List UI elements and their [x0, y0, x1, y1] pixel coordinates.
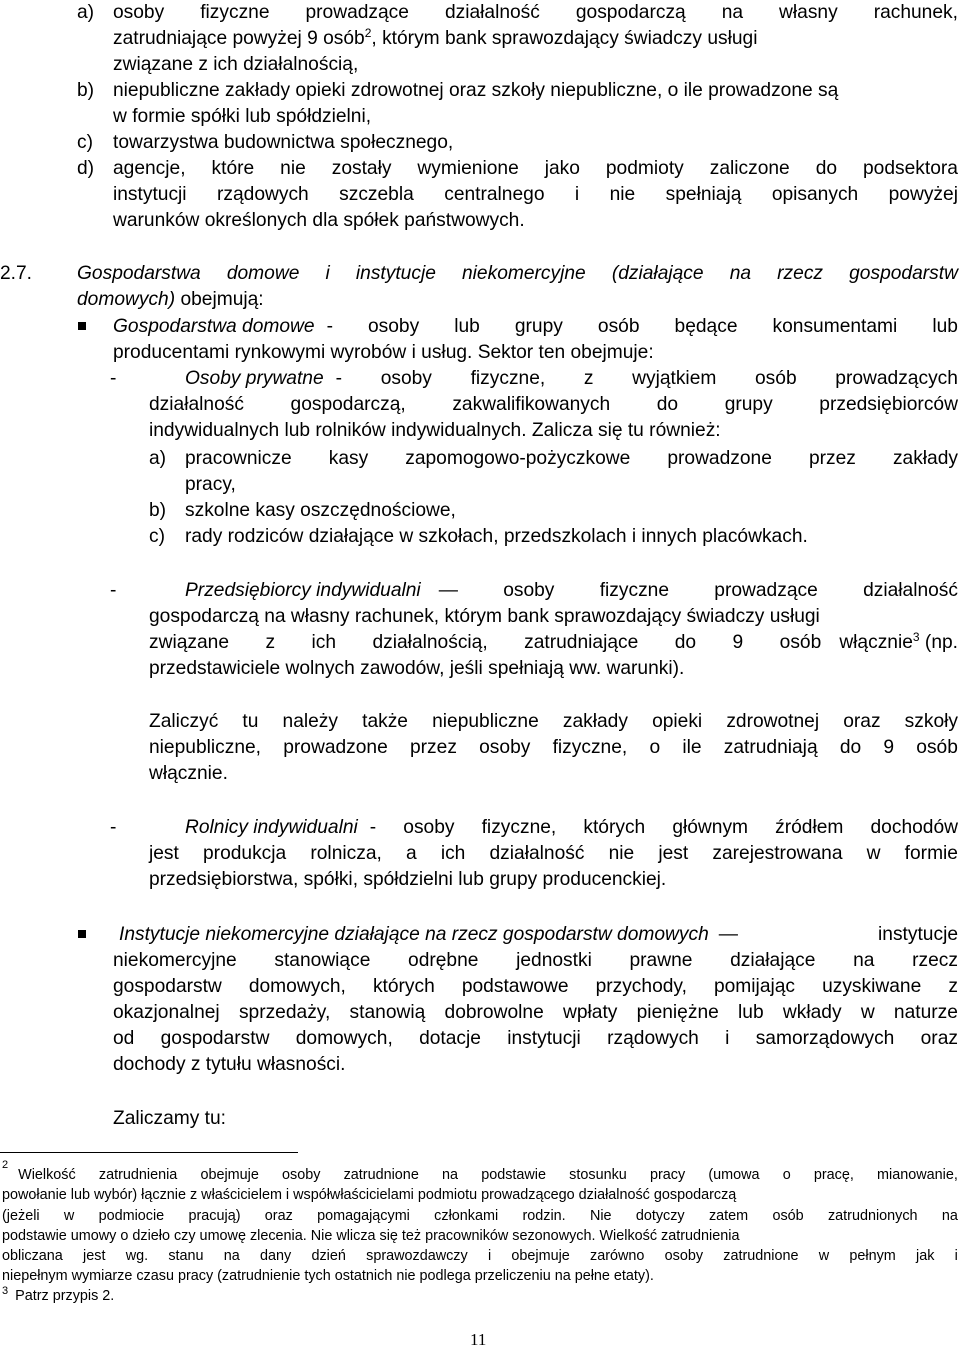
- paragraph-line: [149, 735, 958, 761]
- word: sprzedaży,: [238, 1002, 331, 1023]
- word: zatem: [708, 1208, 749, 1224]
- word: członkami: [434, 1208, 499, 1224]
- word: kasy: [328, 448, 369, 469]
- word: osoby: [368, 316, 420, 337]
- word: fizyczne,: [470, 368, 546, 389]
- word: stosunku: [569, 1167, 627, 1183]
- paragraph-line: Osoby prywatne - osoby fizyczne, z wyjątkiem osób prowadzących: [185, 366, 958, 392]
- paragraph-line: Zaliczamy tu:: [113, 1108, 227, 1129]
- word: podstawie: [481, 1167, 546, 1183]
- word: dobrowolne: [444, 1002, 544, 1023]
- word: w: [860, 1002, 875, 1023]
- footnote-line: [2, 1246, 958, 1266]
- word: pracę,: [813, 1167, 854, 1183]
- word: mianowanie,: [877, 1167, 958, 1183]
- word: wymienione: [417, 158, 519, 179]
- word: grupy: [514, 316, 563, 337]
- word: instytucji: [507, 1028, 581, 1049]
- word: formie: [904, 843, 958, 864]
- word: których: [583, 817, 646, 838]
- word: lub: [932, 316, 958, 337]
- word: naturze: [893, 1002, 958, 1023]
- list-line: [113, 156, 958, 182]
- word: działające: [730, 950, 816, 971]
- word: opieki: [652, 711, 703, 732]
- word: pracują): [188, 1208, 241, 1224]
- list-marker: d): [77, 158, 95, 179]
- word: uzyskiwane: [822, 976, 922, 997]
- word: zakłady: [892, 448, 958, 469]
- word: i: [325, 263, 330, 284]
- word: gospodarstw: [160, 1028, 270, 1049]
- word: fizyczne,: [481, 817, 557, 838]
- paragraph-line: Instytucje niekomercyjne działające na rzecz gospodarstw domowych — instytucje: [119, 922, 958, 948]
- word: wpłaty: [563, 1002, 618, 1023]
- word: dochodów: [870, 817, 958, 838]
- list-line: szkolne kasy oszczędnościowe,: [185, 500, 456, 521]
- word: z: [265, 632, 276, 653]
- list-line: warunków określonych dla spółek państwowych.: [113, 210, 525, 231]
- footnote-marker: 3: [2, 1285, 9, 1297]
- word: działalność: [149, 394, 244, 415]
- word: prowadzone: [667, 448, 772, 469]
- section-title-cont: domowych) obejmują:: [77, 289, 264, 310]
- paragraph-line: dochody z tytułu własności.: [113, 1054, 346, 1075]
- word: oraz: [264, 1208, 293, 1224]
- footnote-line: powołanie lub wybór) łącznie z właścicielem i współwłaścicielami podmiotu prowadzącego działalność gospodarczą: [2, 1187, 737, 1203]
- word: sprawozdawczy: [366, 1248, 468, 1264]
- word: podsektora: [863, 158, 958, 179]
- paragraph-line: gospodarczą na własny rachunek, którym bank sprawozdający świadczy usługi: [149, 606, 820, 627]
- section-number: 2.7.: [0, 263, 33, 284]
- word: zarejestrowana: [712, 843, 843, 864]
- word: Wielkość: [18, 1167, 76, 1183]
- word: konsumentami: [772, 316, 898, 337]
- word: zatrudnione: [343, 1167, 419, 1183]
- dash-marker: -: [110, 817, 117, 838]
- paragraph-line: [113, 974, 958, 1000]
- word: w: [866, 843, 881, 864]
- word: spełniają: [665, 184, 742, 205]
- list-line: [113, 0, 958, 26]
- word: a: [405, 843, 417, 864]
- paragraph-line: [149, 392, 958, 418]
- word: rządowych: [217, 184, 309, 205]
- word: rządowych: [607, 1028, 699, 1049]
- word: jednostki: [516, 950, 592, 971]
- word: osoby: [479, 737, 531, 758]
- paragraph-line: [113, 1026, 958, 1052]
- word: podmiocie: [98, 1208, 165, 1224]
- word: na: [223, 1248, 240, 1264]
- list-marker: c): [77, 132, 93, 153]
- word: zarówno: [590, 1248, 645, 1264]
- word: prawne: [629, 950, 693, 971]
- word: prowadzone: [283, 737, 388, 758]
- footnote-marker: 2: [2, 1159, 9, 1171]
- word: jak: [916, 1248, 935, 1264]
- word: i: [487, 1248, 492, 1264]
- word: osoby: [664, 1248, 704, 1264]
- word: osoby: [282, 1167, 321, 1183]
- dash-marker: -: [110, 580, 117, 601]
- word: instytucje: [878, 924, 958, 945]
- word: niekomercyjne: [113, 950, 237, 971]
- word: osoby: [503, 580, 555, 601]
- word: przychody,: [595, 976, 687, 997]
- list-marker: b): [149, 500, 167, 521]
- word: stanowiące: [274, 950, 371, 971]
- word: głównym: [672, 817, 749, 838]
- list-line: niepubliczne zakłady opieki zdrowotnej oraz szkoły niepubliczne, o ile prowadzone są: [113, 80, 839, 101]
- word: do: [815, 158, 838, 179]
- word: w: [818, 1248, 830, 1264]
- word: pracy: [649, 1167, 686, 1183]
- word: wyjątkiem: [632, 368, 717, 389]
- paragraph-line: producentami rynkowymi wyrobów i usług. Sektor ten obejmuje:: [113, 342, 654, 363]
- word: źródłem: [775, 817, 844, 838]
- word: fizyczne: [599, 580, 669, 601]
- word: wkłady: [782, 1002, 842, 1023]
- word: na: [941, 1208, 958, 1224]
- word: oraz: [920, 1028, 958, 1049]
- word: stanu: [168, 1248, 204, 1264]
- square-bullet-icon: [78, 322, 86, 330]
- word: Gospodarstwa: [77, 263, 201, 284]
- paragraph-line: włącznie.: [149, 763, 228, 784]
- word: zaliczone: [709, 158, 790, 179]
- word: obejmuje: [200, 1167, 259, 1183]
- square-bullet-icon: [78, 930, 86, 938]
- section-title: [77, 261, 958, 287]
- word: z: [948, 976, 958, 997]
- footnote-line: niepełnym wymiarze czasu pracy (zatrudnienie tych ostatnich nie podlega przeliczeniu na pełne etaty).: [2, 1268, 654, 1284]
- word: zatrudnione: [723, 1248, 799, 1264]
- word: pomagającymi: [317, 1208, 410, 1224]
- word: (jeżeli: [2, 1208, 40, 1224]
- word: na: [729, 263, 752, 284]
- word: działalność: [444, 2, 540, 23]
- list-line: w formie spółki lub spółdzielni,: [113, 106, 372, 127]
- word: i: [954, 1248, 958, 1264]
- word: -: [326, 316, 333, 337]
- word: instytucji: [113, 184, 187, 205]
- word: zostały: [331, 158, 392, 179]
- word: należy: [282, 711, 338, 732]
- list-marker: b): [77, 80, 95, 101]
- word: produkcja: [203, 843, 287, 864]
- word: i: [574, 184, 580, 205]
- list-marker: a): [149, 448, 167, 469]
- word: nie: [609, 184, 636, 205]
- list-marker: a): [77, 2, 95, 23]
- word: gospodarstw: [113, 976, 222, 997]
- word: osób: [916, 737, 958, 758]
- word: związane: [149, 632, 229, 653]
- word: —: [718, 924, 738, 945]
- list-line: pracy,: [185, 474, 236, 495]
- word: prowadzące: [714, 580, 818, 601]
- word: opisanych: [771, 184, 859, 205]
- word: będące: [674, 316, 738, 337]
- page-number: 11: [470, 1330, 487, 1349]
- word: -: [369, 817, 377, 838]
- word: pełnym: [849, 1248, 896, 1264]
- word: w: [63, 1208, 75, 1224]
- paragraph-line: Przedsiębiorcy indywidualni — osoby fizyczne prowadzące działalność: [185, 578, 958, 604]
- word: okazjonalnej: [113, 1002, 220, 1023]
- paragraph-line: Gospodarstwa domowe - osoby lub grupy osób będące konsumentami lub: [113, 314, 958, 340]
- word: pieniężne: [636, 1002, 719, 1023]
- word: niekomercyjne: [462, 263, 586, 284]
- word: lub: [454, 316, 480, 337]
- word: lub: [738, 1002, 764, 1023]
- word: nie: [280, 158, 306, 179]
- word: rachunek,: [873, 2, 958, 23]
- word: o: [782, 1167, 791, 1183]
- word: domowych,: [248, 976, 346, 997]
- footnote-separator: [0, 1152, 298, 1153]
- word: na: [442, 1167, 459, 1183]
- paragraph-line: [113, 1000, 958, 1026]
- word: osób: [772, 1208, 804, 1224]
- footnote-ref[interactable]: 3: [912, 630, 920, 644]
- word: osoby: [380, 368, 432, 389]
- word: przez: [808, 448, 856, 469]
- word: do: [656, 394, 679, 415]
- footnote-line: [2, 1206, 958, 1226]
- word: instytucje: [355, 263, 436, 284]
- word: zdrowotnej: [726, 711, 820, 732]
- word: agencje,: [113, 158, 186, 179]
- word: których: [372, 976, 435, 997]
- word: prowadzące: [305, 2, 409, 23]
- word: osób: [597, 316, 640, 337]
- word: także: [362, 711, 408, 732]
- word: szczebla: [339, 184, 414, 205]
- list-line: zatrudniające powyżej 9 osób$^2$, którym bank sprawozdający świadczy usługi: [113, 26, 758, 49]
- word: z: [583, 368, 594, 389]
- word: powyżej: [888, 184, 958, 205]
- paragraph-line: przedstawiciele wolnych zawodów, jeśli spełniają ww. warunki).: [149, 658, 685, 679]
- word: przez: [410, 737, 457, 758]
- word: szkoły: [904, 711, 958, 732]
- footnote-line: podstawie umowy o dzieło czy umowę zlecenia. Nie wlicza się też pracowników sezonowych. Wielkość zatrudnienia: [2, 1228, 740, 1244]
- list-line: związane z ich działalnością,: [113, 54, 359, 75]
- word: Zaliczyć: [149, 711, 219, 732]
- word: zatrudnionych: [827, 1208, 918, 1224]
- word: zatrudniające: [524, 632, 639, 653]
- paragraph-line: indywidualnych lub rolników indywidualnych. Zalicza się tu również:: [149, 420, 721, 441]
- word: prowadzących: [835, 368, 958, 389]
- word: -: [335, 368, 343, 389]
- word: (umowa: [708, 1167, 760, 1183]
- footnote-ref[interactable]: 2: [364, 26, 372, 40]
- word: centralnego: [444, 184, 545, 205]
- paragraph-line: [149, 709, 958, 735]
- word: zatrudnienia: [98, 1167, 178, 1183]
- word: jako: [544, 158, 580, 179]
- word: dany: [260, 1248, 292, 1264]
- word: domowych,: [295, 1028, 393, 1049]
- paragraph-line: przedsiębiorstwa, spółki, spółdzielni lub grupy producenckiej.: [149, 869, 667, 890]
- word: rzecz: [777, 263, 824, 284]
- word: fizyczne,: [552, 737, 628, 758]
- word: zakwalifikowanych: [452, 394, 611, 415]
- word: pracownicze: [185, 448, 292, 469]
- word: niepubliczne,: [149, 737, 262, 758]
- word: działalnością,: [372, 632, 488, 653]
- list-line: rady rodziców działające w szkołach, przedszkolach i innych placówkach.: [185, 526, 808, 547]
- word: dotacje: [419, 1028, 481, 1049]
- paragraph-line: Rolnicy indywidualni - osoby fizyczne, których głównym źródłem dochodów: [185, 815, 958, 841]
- word: grupy: [724, 394, 773, 415]
- word: przedsiębiorców: [819, 394, 958, 415]
- word: własny: [779, 2, 838, 23]
- word: fizyczne: [200, 2, 270, 23]
- word: obliczana: [2, 1248, 63, 1264]
- footnote-line: [2, 1159, 958, 1185]
- word: do: [674, 632, 697, 653]
- word: gospodarstw: [849, 263, 958, 284]
- word: tu: [242, 711, 259, 732]
- word: dotyczy: [635, 1208, 685, 1224]
- word: podmioty: [605, 158, 684, 179]
- word: do: [839, 737, 862, 758]
- word: pomijając: [713, 976, 796, 997]
- word: działalność: [489, 843, 585, 864]
- word: osoby: [403, 817, 455, 838]
- word: zatrudniają: [723, 737, 818, 758]
- word: jest: [149, 843, 179, 864]
- word: jest: [83, 1248, 106, 1264]
- word: wg.: [125, 1248, 149, 1264]
- word: rzecz: [912, 950, 958, 971]
- word: rolnicza,: [310, 843, 382, 864]
- word: zakłady: [562, 711, 628, 732]
- word: dzień: [311, 1248, 346, 1264]
- word: stanowią: [349, 1002, 426, 1023]
- word: oraz: [843, 711, 881, 732]
- word: 9: [883, 737, 895, 758]
- word: 9: [732, 632, 744, 653]
- word: osób: [779, 632, 822, 653]
- list-marker: c): [149, 526, 165, 547]
- paragraph-line: [113, 948, 958, 974]
- word: —: [438, 580, 458, 601]
- word: (działające: [611, 263, 704, 284]
- word: ile: [682, 737, 702, 758]
- list-line: [185, 446, 958, 472]
- dash-marker: -: [110, 368, 117, 389]
- word: gospodarczą: [575, 2, 686, 23]
- word: które: [211, 158, 255, 179]
- word: zapomogowo-pożyczkowe: [405, 448, 631, 469]
- word: osoby: [113, 2, 165, 23]
- word: samorządowych: [755, 1028, 895, 1049]
- word: ich: [440, 843, 466, 864]
- word: gospodarczą,: [290, 394, 406, 415]
- word: na: [853, 950, 875, 971]
- word: o: [649, 737, 661, 758]
- list-line: towarzystwa budownictwa społecznego,: [113, 132, 454, 153]
- word: odrębne: [408, 950, 479, 971]
- word: działalność: [863, 580, 958, 601]
- word: niepubliczne: [432, 711, 539, 732]
- list-line: [113, 182, 958, 208]
- word: podstawowe: [461, 976, 569, 997]
- word: osób: [755, 368, 797, 389]
- word: obejmuje: [511, 1248, 570, 1264]
- word: Nie: [589, 1208, 612, 1224]
- word: jest: [658, 843, 689, 864]
- word: nie: [608, 843, 635, 864]
- footnote-line: $^3$ Patrz przypis 2.: [2, 1285, 115, 1304]
- word: domowe: [226, 263, 300, 284]
- word: na: [721, 2, 744, 23]
- word: rodzin.: [522, 1208, 566, 1224]
- word: ich: [311, 632, 337, 653]
- word: i: [725, 1028, 730, 1049]
- paragraph-line: [149, 841, 958, 867]
- word: od: [113, 1028, 135, 1049]
- paragraph-line: związane z ich działalnością, zatrudniające do 9 osób włącznie$^3$ (np.: [149, 630, 958, 656]
